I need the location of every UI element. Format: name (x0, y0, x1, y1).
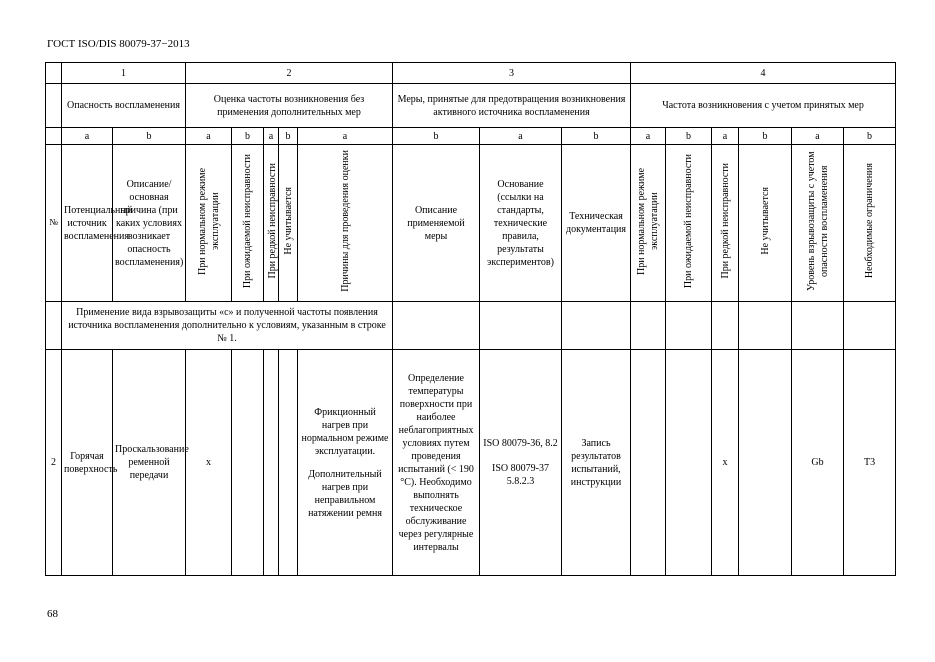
col-header-expected-fault-after: При ожидаемой неисправности (666, 145, 712, 302)
sub-letter: a (62, 128, 113, 145)
row-number: 2 (46, 350, 62, 576)
group-number: 3 (393, 63, 631, 84)
empty-cell (264, 350, 279, 576)
group-title-row (46, 84, 896, 128)
group-title: Меры, принятые для предотвращения возникновения активного источника воспламенения (393, 84, 631, 128)
col-header-normal-mode-after: При нормальном режиме эксплуатации (631, 145, 666, 302)
sub-letter: a (264, 128, 279, 145)
sub-letter: b (232, 128, 264, 145)
empty-cell (480, 302, 562, 350)
col-header-description: Описание/основная причина (при каких условиях возникает опасность воспламенения) (113, 145, 186, 302)
col-header-technical-documentation: Техническая документация (562, 145, 631, 302)
normal-mode-mark: x (186, 350, 232, 576)
empty-cell (46, 302, 62, 350)
empty-cell (666, 302, 712, 350)
col-header-not-considered-after: Не учитывается (739, 145, 792, 302)
assessment-reasons (298, 350, 393, 576)
col-header-ignition-source: Потенциальный источник воспламенения (62, 145, 113, 302)
col-header-expected-fault: При ожидаемой неисправности (232, 145, 264, 302)
sub-letter: b (279, 128, 298, 145)
sub-letter: b (562, 128, 631, 145)
col-header-basis: Основание (ссылки на стандарты, технические правила, результаты экспериментов) (480, 145, 562, 302)
group-title: Оценка частоты возникновения без применения дополнительных мер (186, 84, 393, 128)
sub-letter: a (480, 128, 562, 145)
sub-letter: b (666, 128, 712, 145)
sub-letter: b (113, 128, 186, 145)
protection-level: Gb (792, 350, 844, 576)
empty-cell (712, 302, 739, 350)
group-title: Частота возникновения с учетом принятых мер (631, 84, 896, 128)
col-header-assessment-reasons: Причины для проведения оценки (298, 145, 393, 302)
empty-cell (232, 350, 264, 576)
col-header-normal-mode: При нормальном режиме эксплуатации (186, 145, 232, 302)
cause-description: Проскальзование ременной передачи (113, 350, 186, 576)
col-header-protection-level: Уровень взрывозащиты с учетом опасности воспламенения (792, 145, 844, 302)
ignition-hazard-table (45, 62, 896, 576)
note-text: Применение вида взрывозащиты «c» и полученной частоты появления источника воспламенения дополнительно к условиям, указанным в строке № 1. (62, 302, 393, 350)
sub-letter-row (46, 128, 896, 145)
note-row (46, 302, 896, 350)
technical-documentation: Запись результатов испытаний, инструкции (562, 350, 631, 576)
basis-reference: ISO 80079-36, 8.2 (483, 438, 558, 449)
empty-cell (631, 350, 666, 576)
group-number: 4 (631, 63, 896, 84)
column-header-row (46, 145, 896, 302)
sub-letter: a (298, 128, 393, 145)
reason-text: Дополнительный нагрев при неправильном натяжении ремня (308, 468, 382, 519)
empty-cell (562, 302, 631, 350)
empty-cell (46, 63, 62, 84)
ignition-source: Горячая поверхность (62, 350, 113, 576)
basis-reference: ISO 80079-37 5.8.2.3 (492, 463, 549, 487)
group-title: Опасность воспламенения (62, 84, 186, 128)
rare-fault-mark: x (712, 350, 739, 576)
group-number: 2 (186, 63, 393, 84)
empty-cell (46, 128, 62, 145)
col-header-rare-fault-after: При редкой неисправности (712, 145, 739, 302)
sub-letter: b (739, 128, 792, 145)
group-number: 1 (62, 63, 186, 84)
empty-cell (393, 302, 480, 350)
empty-cell (666, 350, 712, 576)
document-header: ГОСТ ISO/DIS 80079-37−2013 (47, 38, 190, 50)
empty-cell (792, 302, 844, 350)
sub-letter: a (631, 128, 666, 145)
reason-text: Фрикционный нагрев при нормальном режиме эксплуатации. (301, 406, 389, 457)
col-header-rare-fault: При редкой неисправности (264, 145, 279, 302)
empty-cell (46, 84, 62, 128)
sub-letter: a (186, 128, 232, 145)
empty-cell (631, 302, 666, 350)
empty-cell (844, 302, 896, 350)
limitations: T3 (844, 350, 896, 576)
empty-cell (279, 350, 298, 576)
empty-cell (739, 302, 792, 350)
col-header-limitations: Необходимые ограничения (844, 145, 896, 302)
col-header-number: № (46, 145, 62, 302)
col-header-not-considered: Не учитывается (279, 145, 298, 302)
table-row (46, 350, 896, 576)
basis (480, 350, 562, 576)
sub-letter: a (712, 128, 739, 145)
col-header-measure-description: Описание применяемой меры (393, 145, 480, 302)
measure-description: Определение температуры поверхности при наиболее неблагоприятных условиях путем проведения испытаний (< 190 °C). Необходимо выполнять техническое обслуживание через регулярные интервалы (393, 350, 480, 576)
sub-letter: a (792, 128, 844, 145)
sub-letter: b (393, 128, 480, 145)
empty-cell (739, 350, 792, 576)
sub-letter: b (844, 128, 896, 145)
page-number: 68 (47, 608, 58, 620)
group-number-row (46, 63, 896, 84)
